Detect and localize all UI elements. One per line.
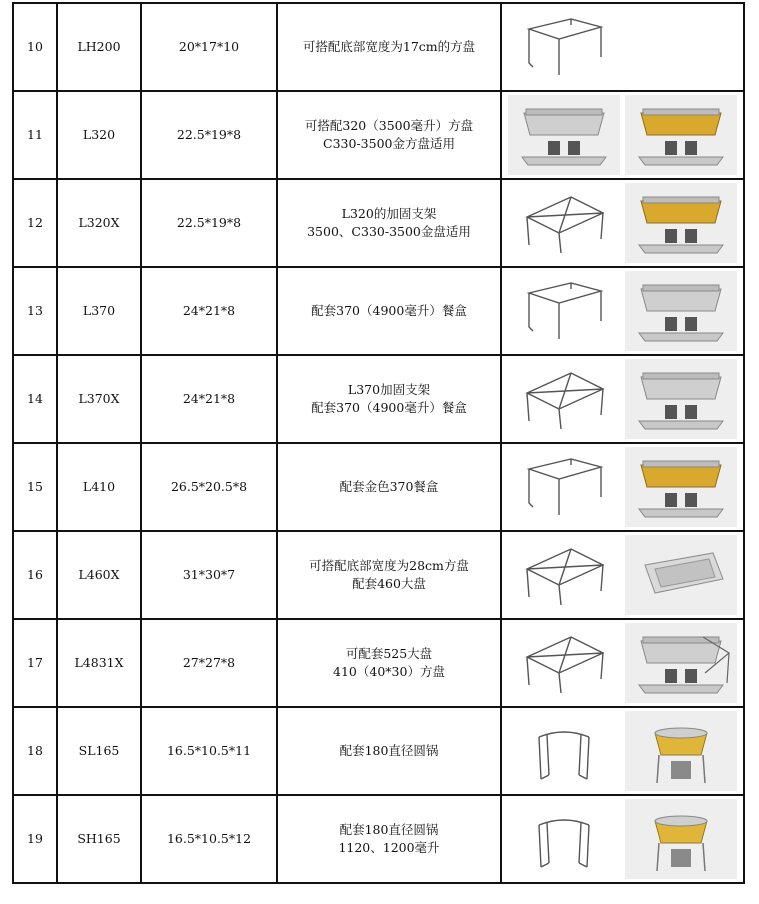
rect-rack-drawing xyxy=(506,5,622,89)
spec-table xyxy=(12,2,745,884)
model-code: LH200 xyxy=(57,3,141,91)
cross-rack-drawing xyxy=(506,357,622,441)
row-number: 12 xyxy=(13,179,57,267)
gold-pot-on-stand-photo xyxy=(623,709,739,793)
description-line: 配套370（4900毫升）餐盒 xyxy=(311,400,467,415)
rect-rack-drawing xyxy=(506,269,622,353)
model-code: L410 xyxy=(57,443,141,531)
silver-tray-on-rack-photo xyxy=(623,357,739,441)
table-row xyxy=(13,795,744,883)
description xyxy=(277,707,501,795)
model-code: SL165 xyxy=(57,707,141,795)
row-number: 16 xyxy=(13,531,57,619)
description-line: 可搭配底部宽度为28cm方盘 xyxy=(309,557,469,573)
dimensions: 20*17*10 xyxy=(141,3,277,91)
gold-tray-on-rack-photo xyxy=(623,93,739,177)
description xyxy=(277,179,501,267)
silver-tray-with-rack-photo xyxy=(623,621,739,705)
dimensions: 31*30*7 xyxy=(141,531,277,619)
table-row xyxy=(13,619,744,707)
description xyxy=(277,795,501,883)
product-images xyxy=(501,91,744,179)
description xyxy=(277,355,501,443)
dimensions: 22.5*19*8 xyxy=(141,179,277,267)
dimensions: 22.5*19*8 xyxy=(141,91,277,179)
description-line: 配套180直径圆锅 xyxy=(339,821,439,837)
description xyxy=(277,619,501,707)
table-row xyxy=(13,443,744,531)
row-number: 13 xyxy=(13,267,57,355)
description-line: 3500、C330-3500金盘适用 xyxy=(307,224,471,239)
silver-tray-photo xyxy=(623,533,739,617)
description-line: C330-3500金方盘适用 xyxy=(323,136,455,151)
product-images xyxy=(501,443,744,531)
model-code: L320X xyxy=(57,179,141,267)
row-number: 14 xyxy=(13,355,57,443)
table-row xyxy=(13,3,744,91)
dimensions: 16.5*10.5*12 xyxy=(141,795,277,883)
round-stand-drawing xyxy=(506,797,622,881)
model-code: L370 xyxy=(57,267,141,355)
product-images xyxy=(501,795,744,883)
table-row xyxy=(13,267,744,355)
description-line: 可配套525大盘 xyxy=(345,645,433,661)
dimensions: 16.5*10.5*11 xyxy=(141,707,277,795)
cross-rack-drawing xyxy=(506,533,622,617)
table-row xyxy=(13,707,744,795)
cross-rack-drawing xyxy=(506,181,622,265)
gold-tray-on-rack-photo xyxy=(623,445,739,529)
dimensions: 24*21*8 xyxy=(141,355,277,443)
description xyxy=(277,267,501,355)
description-line: 1120、1200毫升 xyxy=(338,840,440,855)
round-stand-drawing xyxy=(506,709,622,793)
model-code: L320 xyxy=(57,91,141,179)
table-row xyxy=(13,91,744,179)
description-line: 配套370（4900毫升）餐盒 xyxy=(311,302,467,318)
description-line: 可搭配底部宽度为17cm的方盘 xyxy=(302,38,476,54)
description-line: L370加固支架 xyxy=(347,381,431,397)
table-row xyxy=(13,531,744,619)
description-line: 410（40*30）方盘 xyxy=(333,664,445,679)
description xyxy=(277,443,501,531)
table-row xyxy=(13,179,744,267)
description-line: 配套金色370餐盒 xyxy=(339,478,439,494)
description-line: 可搭配320（3500毫升）方盘 xyxy=(304,117,474,133)
row-number: 11 xyxy=(13,91,57,179)
product-images xyxy=(501,707,744,795)
dimensions: 24*21*8 xyxy=(141,267,277,355)
description xyxy=(277,3,501,91)
product-images xyxy=(501,3,744,91)
gold-pot-on-stand-photo xyxy=(623,797,739,881)
product-images xyxy=(501,179,744,267)
model-code: SH165 xyxy=(57,795,141,883)
cross-rack-drawing xyxy=(506,621,622,705)
product-images xyxy=(501,531,744,619)
description xyxy=(277,91,501,179)
dimensions: 27*27*8 xyxy=(141,619,277,707)
product-images xyxy=(501,267,744,355)
dimensions: 26.5*20.5*8 xyxy=(141,443,277,531)
description-line: 配套180直径圆锅 xyxy=(339,742,439,758)
table-row xyxy=(13,355,744,443)
product-spec-sheet xyxy=(12,2,745,884)
description xyxy=(277,531,501,619)
silver-tray-on-rack-photo xyxy=(506,93,622,177)
description-line: L320的加固支架 xyxy=(341,205,437,221)
model-code: L460X xyxy=(57,531,141,619)
row-number: 17 xyxy=(13,619,57,707)
model-code: L370X xyxy=(57,355,141,443)
row-number: 10 xyxy=(13,3,57,91)
gold-tray-on-rack-photo xyxy=(623,181,739,265)
description-line: 配套460大盘 xyxy=(352,576,426,591)
row-number: 19 xyxy=(13,795,57,883)
product-images xyxy=(501,619,744,707)
silver-tray-on-rack-photo xyxy=(623,269,739,353)
rect-rack-drawing xyxy=(506,445,622,529)
row-number: 15 xyxy=(13,443,57,531)
model-code: L4831X xyxy=(57,619,141,707)
product-images xyxy=(501,355,744,443)
row-number: 18 xyxy=(13,707,57,795)
